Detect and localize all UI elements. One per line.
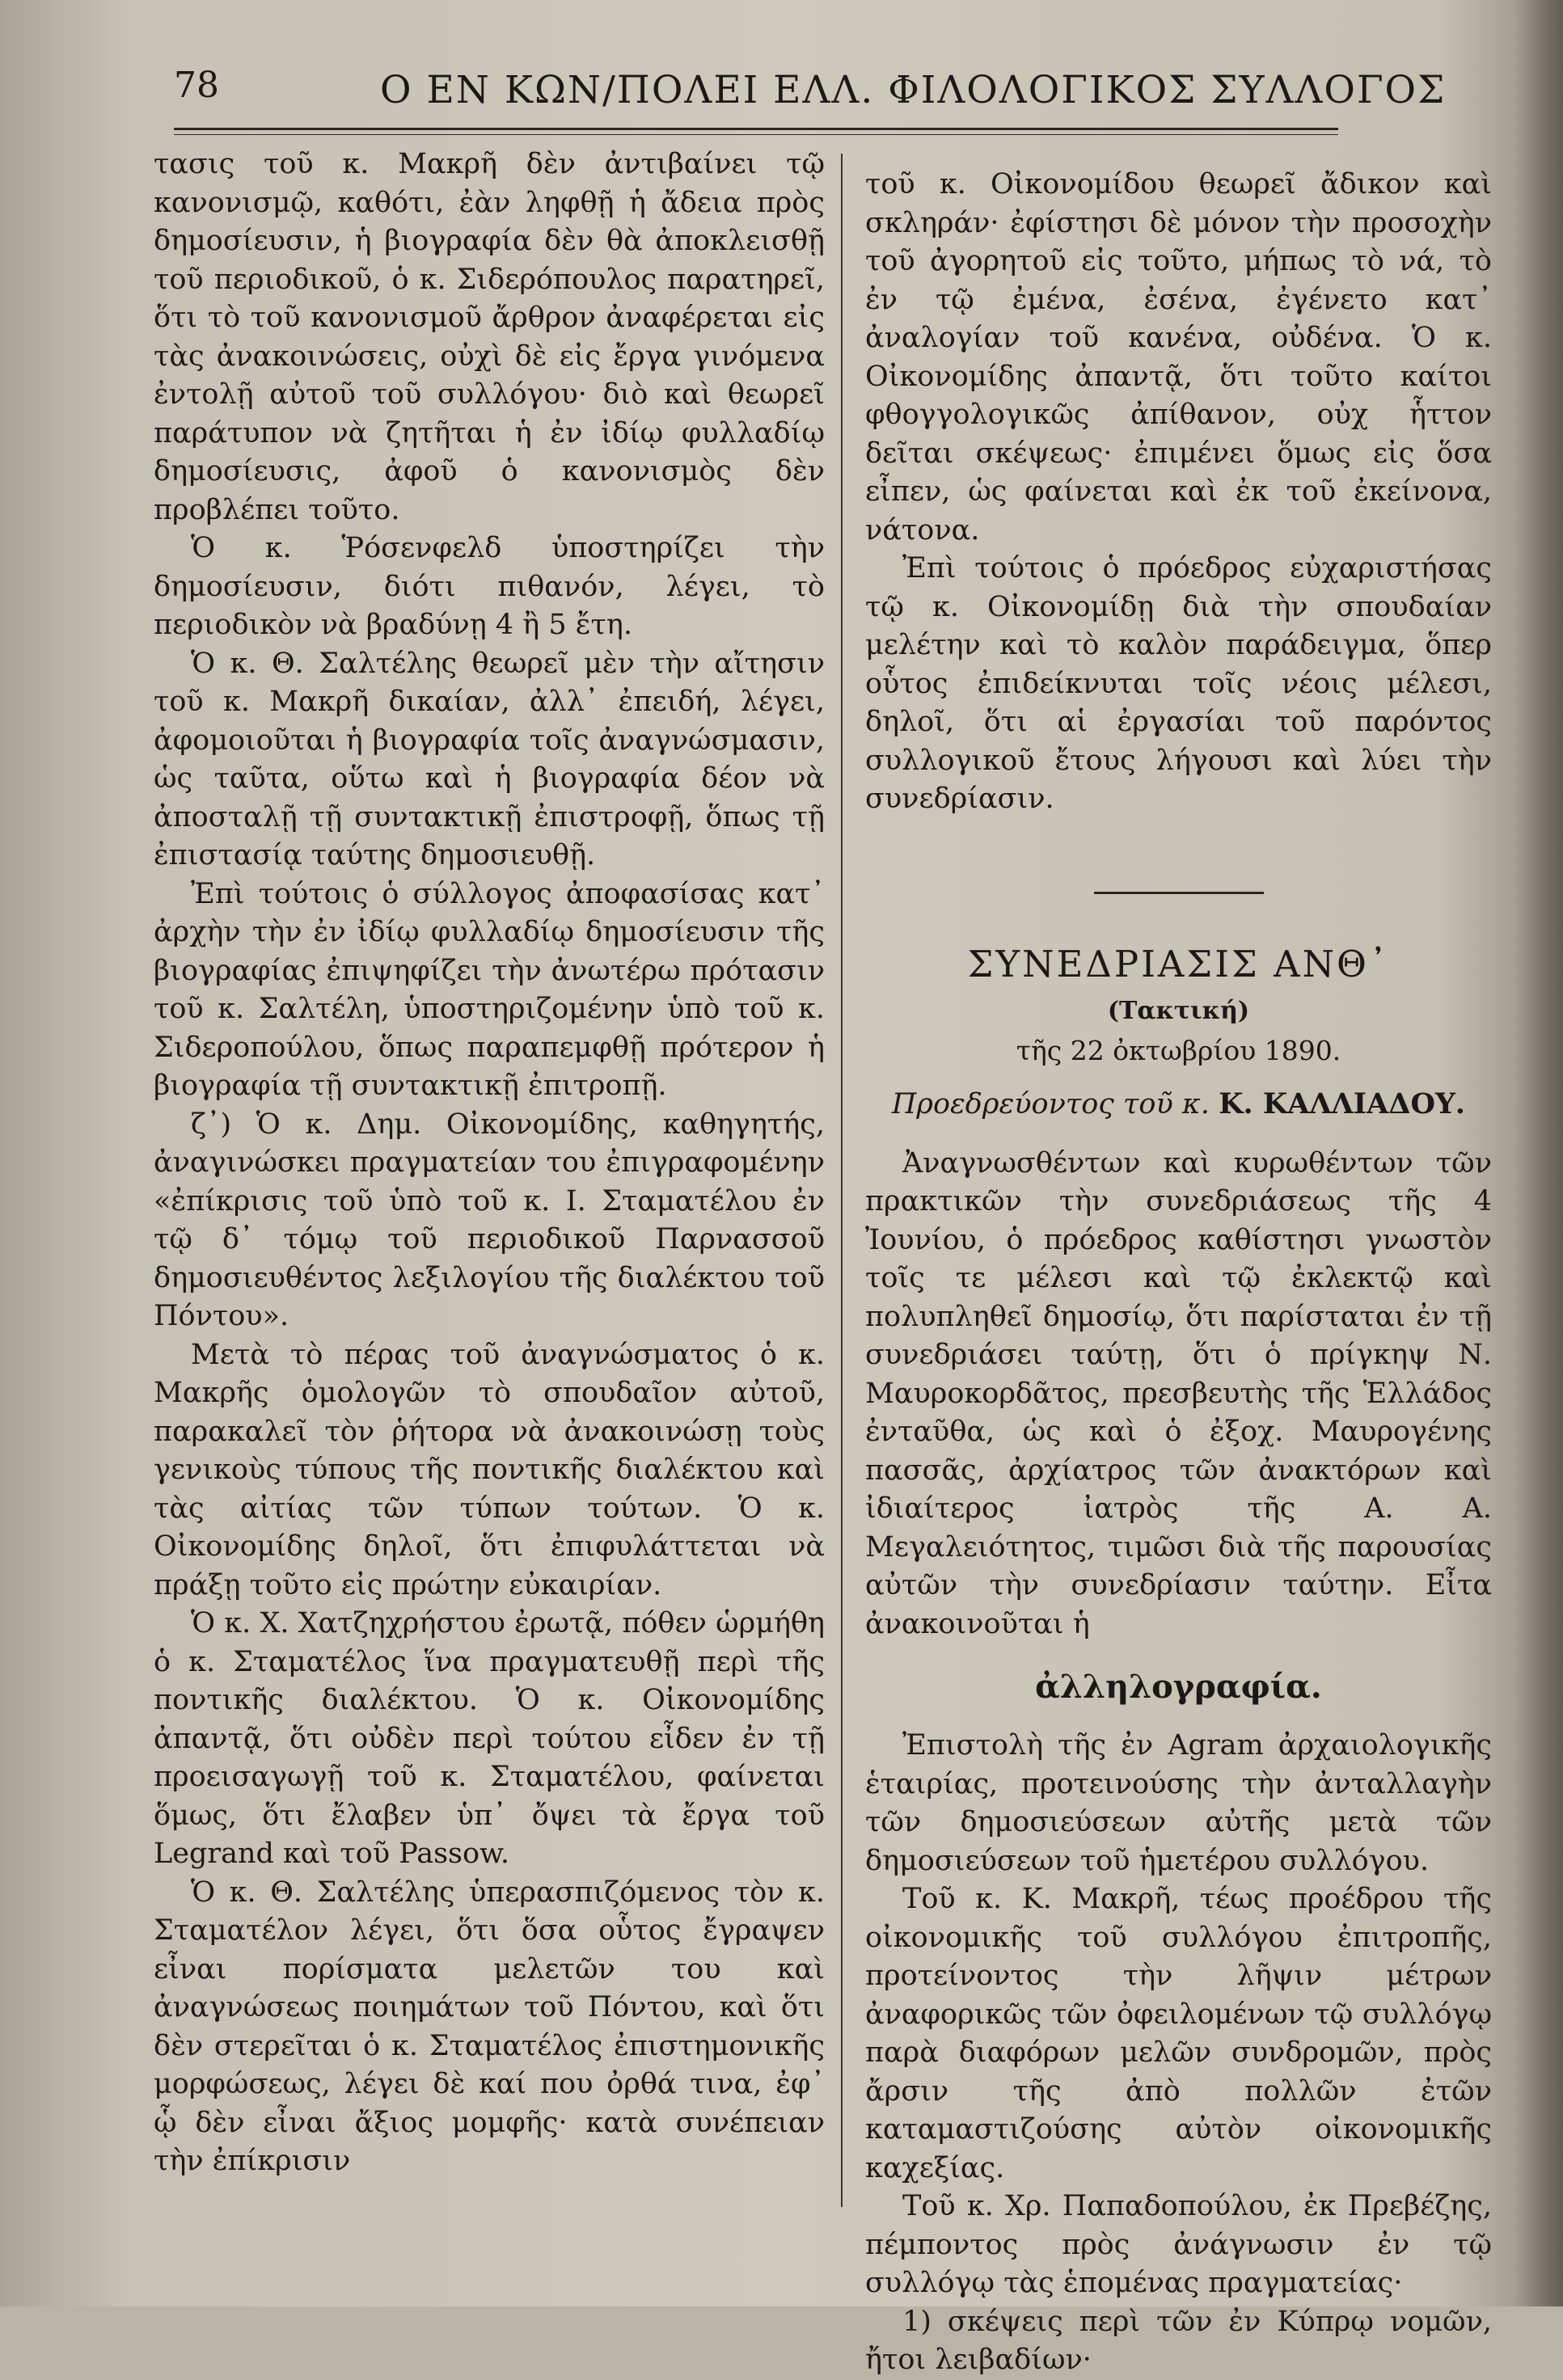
presiding-prefix: Προεδρεύοντος τοῦ κ. <box>891 1087 1210 1120</box>
paragraph: Ὁ κ. Χ. Χατζηχρήστου ἐρωτᾷ, πόθεν ὡρμήθη ὁ κ. Σταματέλος ἵνα πραγματευθῇ περὶ τῆς ποντικῆς διαλέκτου. Ὁ κ. Οἰκονομίδης ἀπαντᾷ, ὅτι οὐδὲν περὶ τούτου εἶδεν ἐν τῇ προεισαγωγῇ τοῦ κ. Σταματέλου, φαίνεται ὅμως, ὅτι ἔλαβεν ὑπ᾽ ὄψει τὰ ἔργα τοῦ Legrand καὶ τοῦ Passow. <box>154 1607 825 1870</box>
paragraph: Ἐπιστολὴ τῆς ἐν Agram ἀρχαιολογικῆς ἑταιρίας, προτεινούσης τὴν ἀνταλλαγὴν τῶν δημοσιεύσεων αὐτῆς μετὰ τῶν δημοσιεύσεων τοῦ ἡμετέρου συλλόγου. <box>865 1729 1492 1877</box>
paragraph: Ὁ κ. Θ. Σαλτέλης ὑπερασπιζόμενος τὸν κ. Σταματέλον λέγει, ὅτι ὅσα οὗτος ἔγραψεν εἶναι πορίσματα μελετῶν του καὶ ἀναγνώσεως ποιημάτων τοῦ Πόντου, καὶ ὅτι δὲν στερεῖται ὁ κ. Σταματέλος ἐπιστημονικῆς μορφώσεως, λέγει δὲ καί που ὀρθά τινα, ἐφ᾽ ᾧ δὲν εἶναι ἄξιος μομφῆς· κατὰ συνέπειαν τὴν ἐπίκρισιν <box>154 1876 825 2177</box>
correspondence-heading: ἀλληλογραφία. <box>1035 1668 1322 1706</box>
page-number: 78 <box>174 65 219 106</box>
paragraph: Ἀναγνωσθέντων καὶ κυρωθέντων τῶν πρακτικῶν τὴν συνεδριάσεως τῆς 4 Ἰουνίου, ὁ πρόεδρος καθίστησι γνωστὸν τοῖς τε μέλεσι καὶ τῷ ἐκλεκτῷ καὶ πολυπληθεῖ δημοσίῳ, ὅτι παρίσταται ἐν τῇ συνεδριάσει ταύτῃ, ὅτι ὁ πρίγκηψ Ν. Μαυροκορδᾶτος, πρεσβευτὴς τῆς Ἑλλάδος ἐνταῦθα, ὡς καὶ ὁ ἐξοχ. Μαυρογένης πασσᾶς, ἀρχίατρος τῶν ἀνακτόρων καὶ ἰδιαίτερος ἰατρὸς τῆς Α. Α. Μεγαλειότητος, τιμῶσι διὰ τῆς παρουσίας αὐτῶν τὴν συνεδρίασιν ταύτην. Εἶτα ἀνακοινοῦται ἡ <box>865 1146 1492 1640</box>
paragraph: τασις τοῦ κ. Μακρῆ δὲν ἀντιβαίνει τῷ κανονισμῷ, καθότι, ἐὰν ληφθῇ ἡ ἄδεια πρὸς δημοσίευσιν, ἡ βιογραφία δὲν θὰ ἀποκλεισθῇ τοῦ περιοδικοῦ, ὁ κ. Σιδερόπουλος παρατηρεῖ, ὅτι τὸ τοῦ κανονισμοῦ ἄρθρον ἀναφέρεται εἰς τὰς ἀνακοινώσεις, οὐχὶ δὲ εἰς ἔργα γινόμενα ἐντολῇ αὐτοῦ τοῦ συλλόγου· διὸ καὶ θεωρεῖ παράτυπον νὰ ζητῆται ἡ ἐν ἰδίῳ φυλλαδίῳ δημοσίευσις, ἀφοῦ ὁ κανονισμὸς δὲν προβλέπει τοῦτο. <box>154 148 825 526</box>
right-column <box>865 166 1492 2380</box>
paragraph: Ἐπὶ τούτοις ὁ πρόεδρος εὐχαριστήσας τῷ κ. Οἰκονομίδῃ διὰ τὴν σπουδαίαν μελέτην καὶ τὸ καλὸν παράδειγμα, ὅπερ οὗτος ἐπιδείκνυται τοῖς νέοις μέλεσι, δηλοῖ, ὅτι αἱ ἐργασίαι τοῦ παρόντος συλλογικοῦ ἔτους λήγουσι καὶ λύει τὴν συνεδρίασιν. <box>865 552 1492 815</box>
page-header <box>174 57 1447 129</box>
session-type: (Τακτική) <box>1107 996 1250 1025</box>
paragraph: 1) σκέψεις περὶ τῶν ἐν Κύπρῳ νομῶν, ἤτοι λειβαδίων· <box>865 2305 1492 2376</box>
presiding-line <box>865 1087 1492 1120</box>
paragraph: Μετὰ τὸ πέρας τοῦ ἀναγνώσματος ὁ κ. Μακρῆς ὁμολογῶν τὸ σπουδαῖον αὐτοῦ, παρακαλεῖ τὸν ῥήτορα νὰ ἀνακοινώσῃ τοὺς γενικοὺς τύπους τῆς ποντικῆς διαλέκτου καὶ τὰς αἰτίας τῶν τύπων τούτων. Ὁ κ. Οἰκονομίδης δηλοῖ, ὅτι ἐπιφυλάττεται νὰ πράξῃ τοῦτο εἰς πρώτην εὐκαιρίαν. <box>154 1338 825 1601</box>
column-divider <box>841 154 843 2207</box>
left-column <box>154 146 825 2181</box>
section-divider <box>1094 892 1264 894</box>
paragraph: Ἐπὶ τούτοις ὁ σύλλογος ἀποφασίσας κατ᾽ ἀρχὴν τὴν ἐν ἰδίῳ φυλλαδίῳ δημοσίευσιν τῆς βιογραφίας ἐπιψηφίζει τὴν ἀνωτέρω πρότασιν τοῦ κ. Σαλτέλη, ὑποστηριζομένην ὑπὸ τοῦ κ. Σιδεροπούλου, ὅπως παραπεμφθῇ πρότερον ἡ βιογραφία τῇ συντακτικῇ ἐπιτροπῇ. <box>154 877 825 1102</box>
header-rule <box>174 128 1338 130</box>
paragraph: Τοῦ κ. Χρ. Παπαδοπούλου, ἐκ Πρεβέζης, πέμποντος πρὸς ἀνάγνωσιν ἐν τῷ συλλόγῳ τὰς ἑπομένας πραγματείας· <box>865 2190 1492 2299</box>
presiding-name: Κ. ΚΑΛΛΙΑΔΟΥ. <box>1219 1087 1466 1120</box>
paragraph: Ὁ κ. Ῥόσενφελδ ὑποστηρίζει τὴν δημοσίευσιν, διότι πιθανόν, λέγει, τὸ περιοδικὸν νὰ βραδύνῃ 4 ἢ 5 ἔτη. <box>154 532 825 641</box>
page-binding-shadow <box>1514 0 1563 2306</box>
running-title: Ο ΕΝ ΚΩΝ/ΠΟΛΕΙ ΕΛΛ. ΦΙΛΟΛΟΓΙΚΟΣ ΣΥΛΛΟΓΟΣ <box>380 68 1447 112</box>
header-rule-thin <box>174 134 1338 135</box>
paragraph: Τοῦ κ. Κ. Μακρῆ, τέως προέδρου τῆς οἰκονομικῆς τοῦ συλλόγου ἐπιτροπῆς, προτείνοντος τὴν λῆψιν μέτρων ἀναφορικῶς τῶν ὀφειλομένων τῷ συλλόγῳ παρὰ διαφόρων μελῶν συνδρομῶν, πρὸς ἄρσιν τῆς ἀπὸ πολλῶν ἐτῶν καταμαστιζούσης αὐτὸν οἰκονομικῆς καχεξίας. <box>865 1883 1492 2184</box>
session-title: ΣΥΝΕΔΡΙΑΣΙΣ ΑΝΘ᾽ <box>967 942 1390 985</box>
paragraph: ζ᾽) Ὁ κ. Δημ. Οἰκονομίδης, καθηγητής, ἀναγινώσκει πραγματείαν του ἐπιγραφομένην «ἐπίκρισις τοῦ ὑπὸ τοῦ κ. Ι. Σταματέλου ἐν τῷ δ᾽ τόμῳ τοῦ περιοδικοῦ Παρνασσοῦ δημοσιευθέντος λεξιλογίου τῆς διαλέκτου τοῦ Πόντου». <box>154 1108 825 1332</box>
paragraph: τοῦ κ. Οἰκονομίδου θεωρεῖ ἄδικον καὶ σκληράν· ἐφίστησι δὲ μόνον τὴν προσοχὴν τοῦ ἀγορητοῦ εἰς τοῦτο, μήπως τὸ νά, τὸ ἐν τῷ ἐμένα, ἐσένα, ἐγένετο κατ᾽ ἀναλογίαν τοῦ κανένα, οὐδένα. Ὁ κ. Οἰκονομίδης ἀπαντᾷ, ὅτι τοῦτο καίτοι φθογγολογικῶς ἀπίθανον, οὐχ ἧττον δεῖται σκέψεως· ἐπιμένει ὅμως εἰς ὅσα εἶπεν, ὡς φαίνεται καὶ ἐκ τοῦ ἐκείνονα, νάτονα. <box>865 168 1492 546</box>
paragraph: Ὁ κ. Θ. Σαλτέλης θεωρεῖ μὲν τὴν αἴτησιν τοῦ κ. Μακρῆ δικαίαν, ἀλλ᾽ ἐπειδή, λέγει, ἀφομοιοῦται ἡ βιογραφία τοῖς ἀναγνώσμασιν, ὡς ταῦτα, οὕτω καὶ ἡ βιογραφία δέον νὰ ἀποσταλῇ τῇ συντακτικῇ ἐπιστροφῇ, ὅπως τῇ ἐπιστασίᾳ ταύτης δημοσιευθῇ. <box>154 647 825 871</box>
session-date: τῆς 22 ὀκτωβρίου 1890. <box>1016 1034 1341 1066</box>
